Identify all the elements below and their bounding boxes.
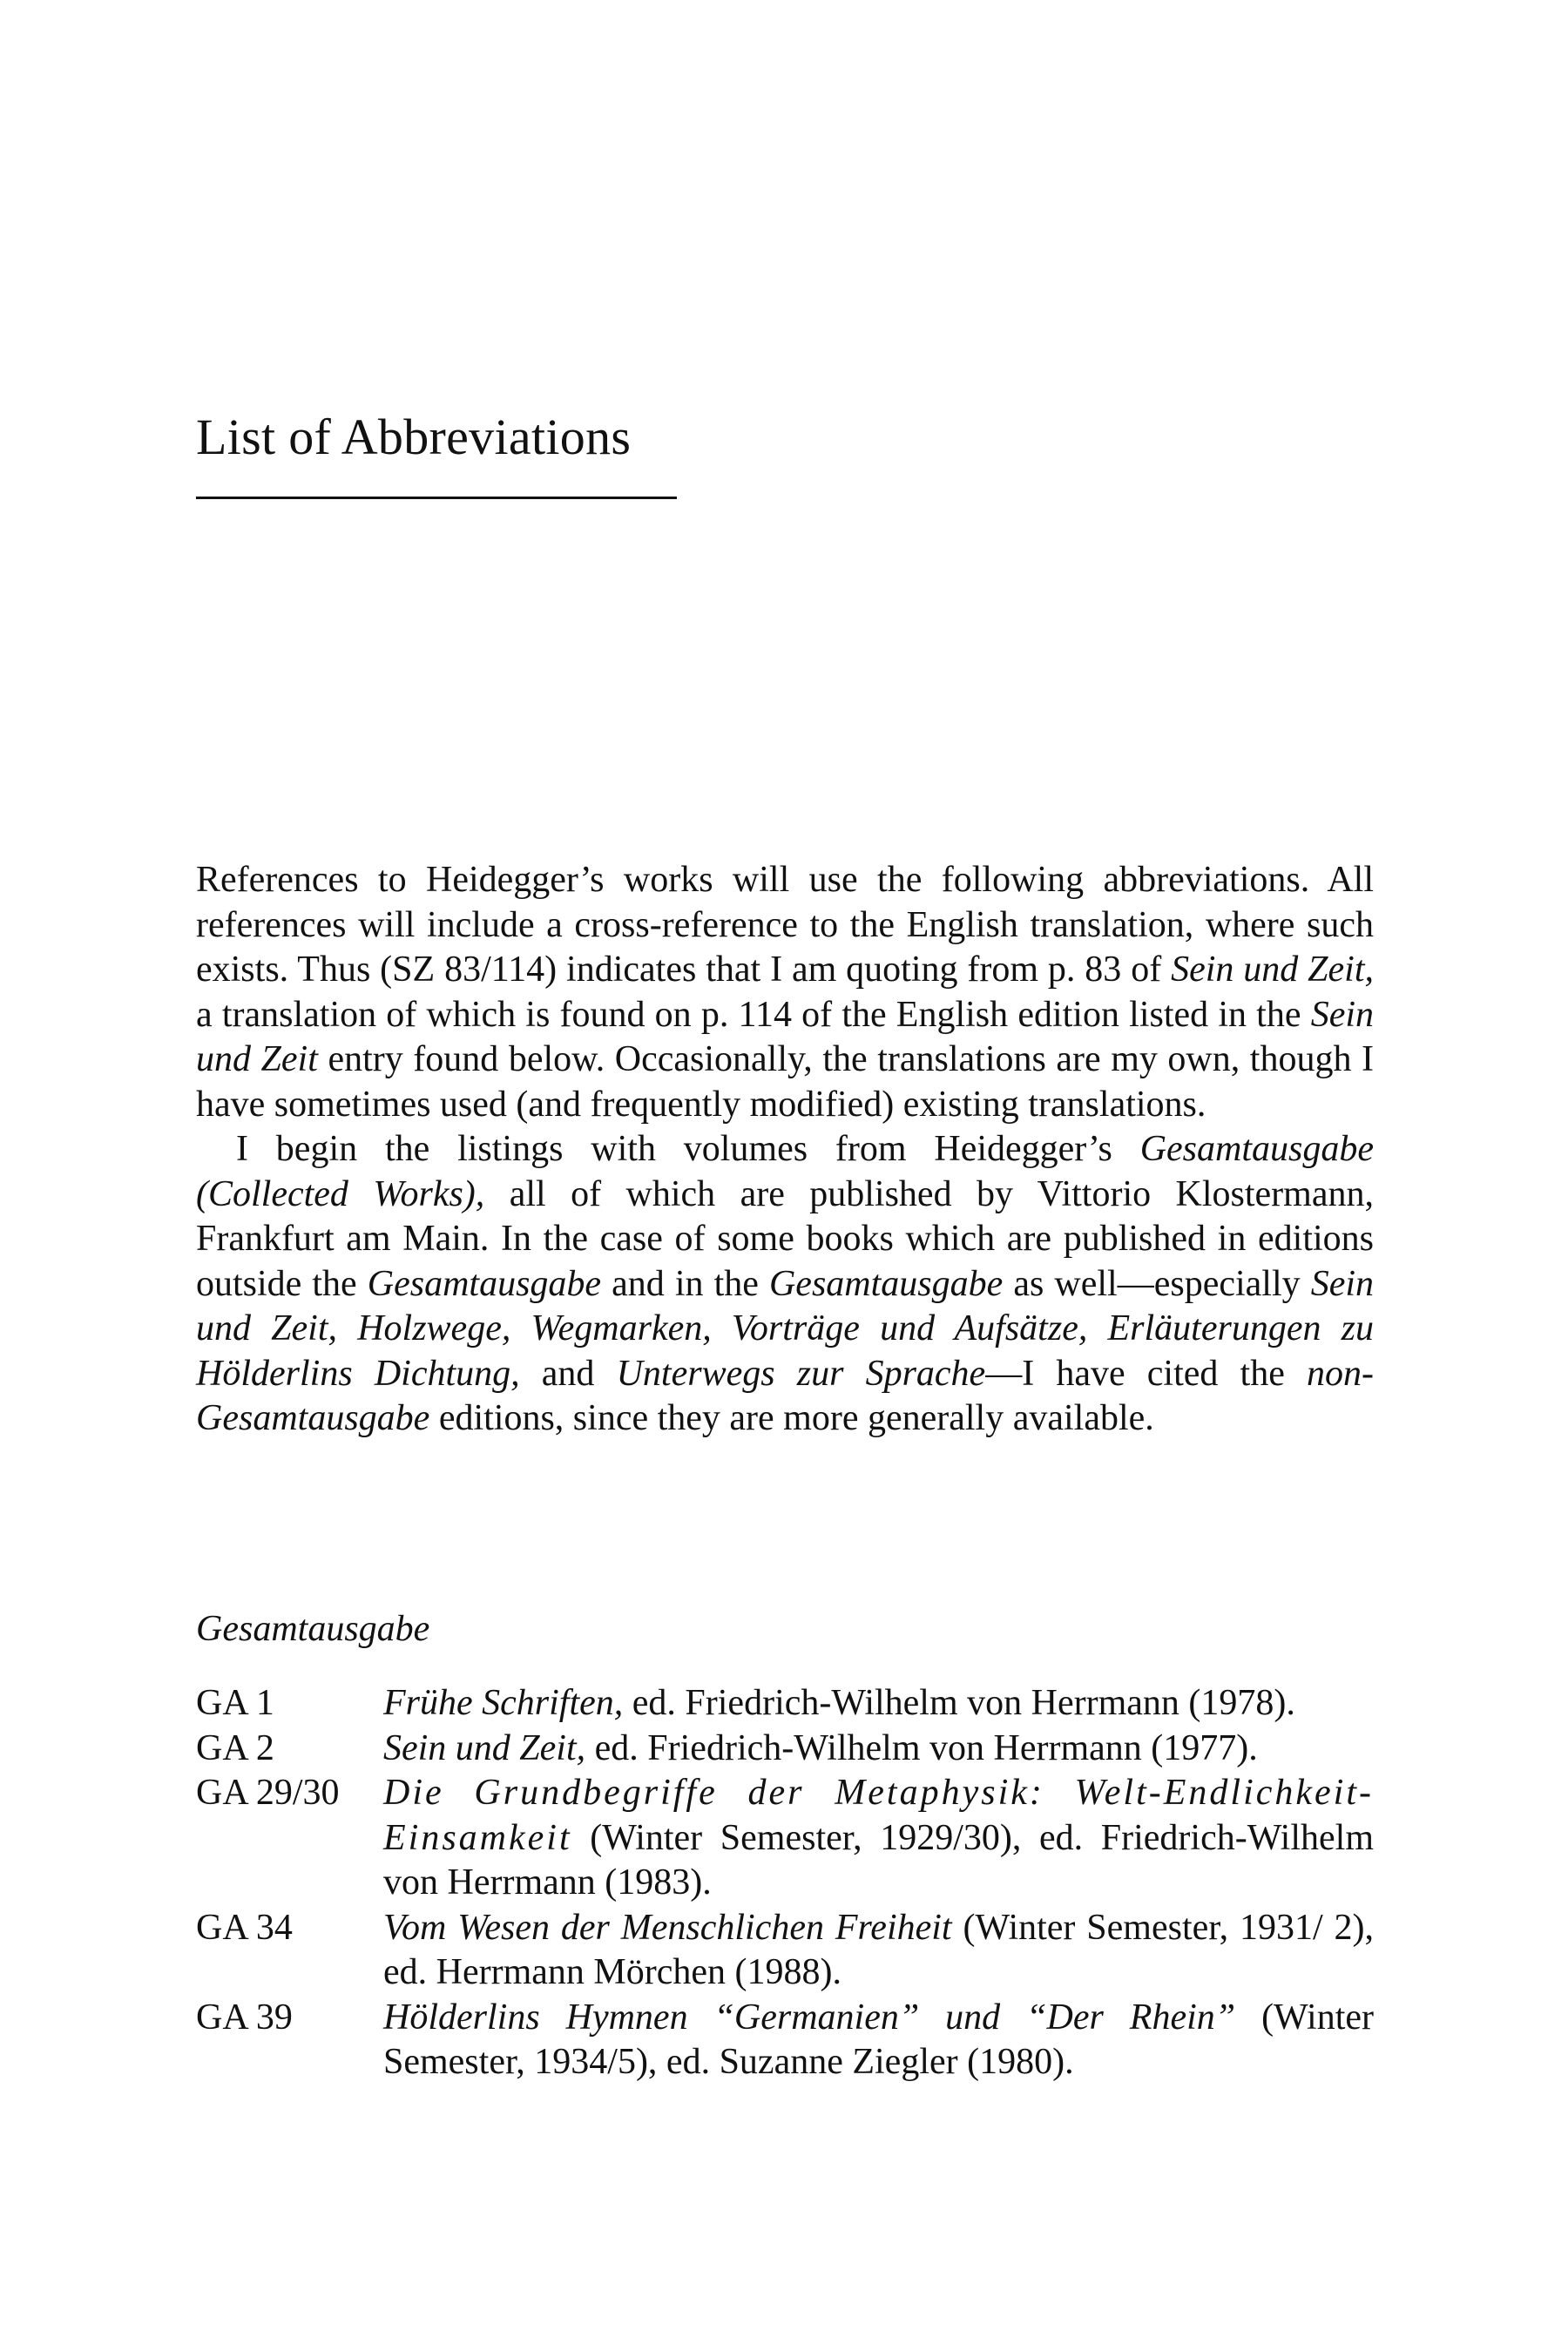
- text-run: and in the: [601, 1263, 769, 1304]
- abbreviation-code: GA 29/30: [196, 1773, 340, 1813]
- italic-title: Gesamtausgabe (Collected Works),: [196, 1129, 1374, 1214]
- italic-title: Sein und Zeit: [196, 994, 1374, 1079]
- italic-title: Gesamtausgabe: [367, 1263, 602, 1304]
- work-title: Vom Wesen der Menschlichen Freiheit: [383, 1907, 952, 1948]
- work-title: Hölderlins Hymnen “Germanien” und “Der Rhein”: [383, 1997, 1236, 2038]
- abbreviation-code: GA 1: [196, 1683, 274, 1723]
- work-details: (Winter Semester, 1934/5), ed. Suzanne Ziegler (1980).: [383, 1997, 1374, 2082]
- work-title: Sein und Zeit,: [383, 1727, 586, 1768]
- abbreviation-entry: [196, 1996, 1374, 2085]
- abbreviation-description: [383, 1996, 1374, 2085]
- intro-text: [196, 858, 1374, 1442]
- title-underline-rule: [196, 497, 677, 499]
- abbreviation-list: [196, 1681, 1374, 2085]
- italic-title: Sein und Zeit,: [1171, 950, 1375, 990]
- text-run: —I have cited the: [985, 1353, 1308, 1394]
- italic-title: Sein und Zeit, Holzwege, Wegmarken, Vorträge und Aufsätze, Erläuterungen zu Hölderlins Dichtung,: [196, 1263, 1375, 1394]
- text-run: entry found below. Occasionally, the translations are my own, though I have sometimes used (and frequently modified) existing translations.: [196, 1039, 1374, 1125]
- abbreviation-code: GA 39: [196, 1997, 293, 2038]
- abbreviation-code: GA 2: [196, 1727, 274, 1768]
- text-run: and: [519, 1353, 617, 1394]
- abbreviation-description: [383, 1727, 1374, 1772]
- abbreviation-entry: [196, 1727, 1374, 1772]
- text-run: all of which are published by Vittorio Klostermann, Frankfurt am Main. In the case of some books which are published in editions outside the: [196, 1173, 1374, 1304]
- section-heading: Gesamtausgabe: [196, 1609, 430, 1649]
- abbreviation-description: [383, 1771, 1374, 1906]
- italic-title: Gesamtausgabe: [768, 1263, 1004, 1304]
- abbreviation-entry: [196, 1771, 1374, 1906]
- italic-title: non-Gesamtausgabe: [196, 1353, 1375, 1438]
- abbreviation-code: GA 34: [196, 1907, 293, 1948]
- italic-title: Unterwegs zur Sprache: [616, 1353, 986, 1394]
- abbreviation-entry: [196, 1906, 1374, 1996]
- work-title: Frühe Schriften,: [383, 1683, 624, 1723]
- intro-paragraph-2: [196, 1127, 1374, 1442]
- abbreviation-description: [383, 1681, 1374, 1727]
- text-run: a translation of which is found on p. 114 of the English edition listed in the: [196, 994, 1311, 1035]
- work-details: (Winter Semester, 1931/ 2), ed. Herrmann Mörchen (1988).: [383, 1907, 1375, 1992]
- text-run: as well—especially: [1003, 1263, 1311, 1304]
- abbreviation-description: [383, 1906, 1374, 1996]
- work-title: Die Grundbegriffe der Metaphysik: Welt-Endlichkeit-Einsamkeit: [383, 1773, 1374, 1858]
- work-details: ed. Friedrich-Wilhelm von Herrmann (1977).: [585, 1727, 1258, 1768]
- abbreviation-entry: [196, 1681, 1374, 1727]
- intro-paragraph-1: [196, 858, 1374, 1127]
- text-run: I begin the listings with volumes from Heidegger’s: [236, 1129, 1140, 1169]
- work-details: (Winter Semester, 1929/30), ed. Friedrich-Wilhelm von Herrmann (1983).: [383, 1817, 1374, 1903]
- work-details: ed. Friedrich-Wilhelm von Herrmann (1978).: [623, 1683, 1295, 1723]
- text-run: References to Heidegger’s works will use the following abbreviations. All references will include a cross-reference to the English translation, where such exists. Thus (SZ 83/114) indicates that I am quoting from p. 83 of: [196, 860, 1374, 990]
- text-run: editions, since they are more generally available.: [429, 1398, 1154, 1438]
- page-title: List of Abbreviations: [196, 409, 632, 465]
